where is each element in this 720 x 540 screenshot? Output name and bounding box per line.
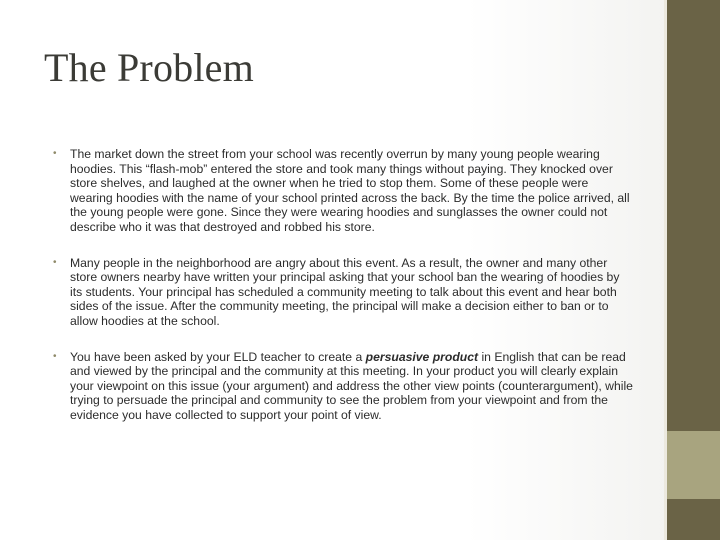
bullet-text-after: in English that can be read and viewed by the principal and the community at this meeting. In your product you will clearly explain your viewpoint on this issue (your argument) and address the other view points (counterargument), while trying to persuade the principal and community to see the problem from your viewpoint and from the evidence you have collected to support your point of view. <box>70 349 633 422</box>
slide-title: The Problem <box>44 45 254 90</box>
bullet-text-emphasis: persuasive product <box>365 349 479 364</box>
bullet-dot-icon: • <box>53 256 57 268</box>
bullet-dot-icon: • <box>53 148 57 159</box>
sidebar-accent-block <box>667 431 720 499</box>
bullet-item-flash-mob <box>53 147 633 235</box>
bullet-text: Many people in the neighborhood are angry about this event. As a result, the owner and many other store owners nearby have written your principal asking that your school ban the wearing of hoodies by its students. Your principal has scheduled a community meeting to talk about this event and hear both sides of the issue. After the community meeting, the principal will make a decision either to ban or to allow hoodies at the school. <box>70 255 620 328</box>
bullet-text-before: You have been asked by your ELD teacher to create a <box>70 349 366 364</box>
bullet-list <box>53 147 633 444</box>
bullet-text: The market down the street from your school was recently overrun by many young people wearing hoodies. This “flash-mob” entered the store and took many things without paying. They knocked over store shelves, and laughed at the owner when he tried to stop them. Some of these people were wearing hoodies with the name of your school printed across the back. By the time the police arrived, all the young people were gone. Since they were wearing hoodies and sunglasses the owner could not describe who it was that destroyed and robbed his store. <box>70 147 630 234</box>
bullet-item-assignment <box>53 350 633 423</box>
bullet-item-community-meeting <box>53 256 633 329</box>
bullet-dot-icon: • <box>53 350 57 362</box>
